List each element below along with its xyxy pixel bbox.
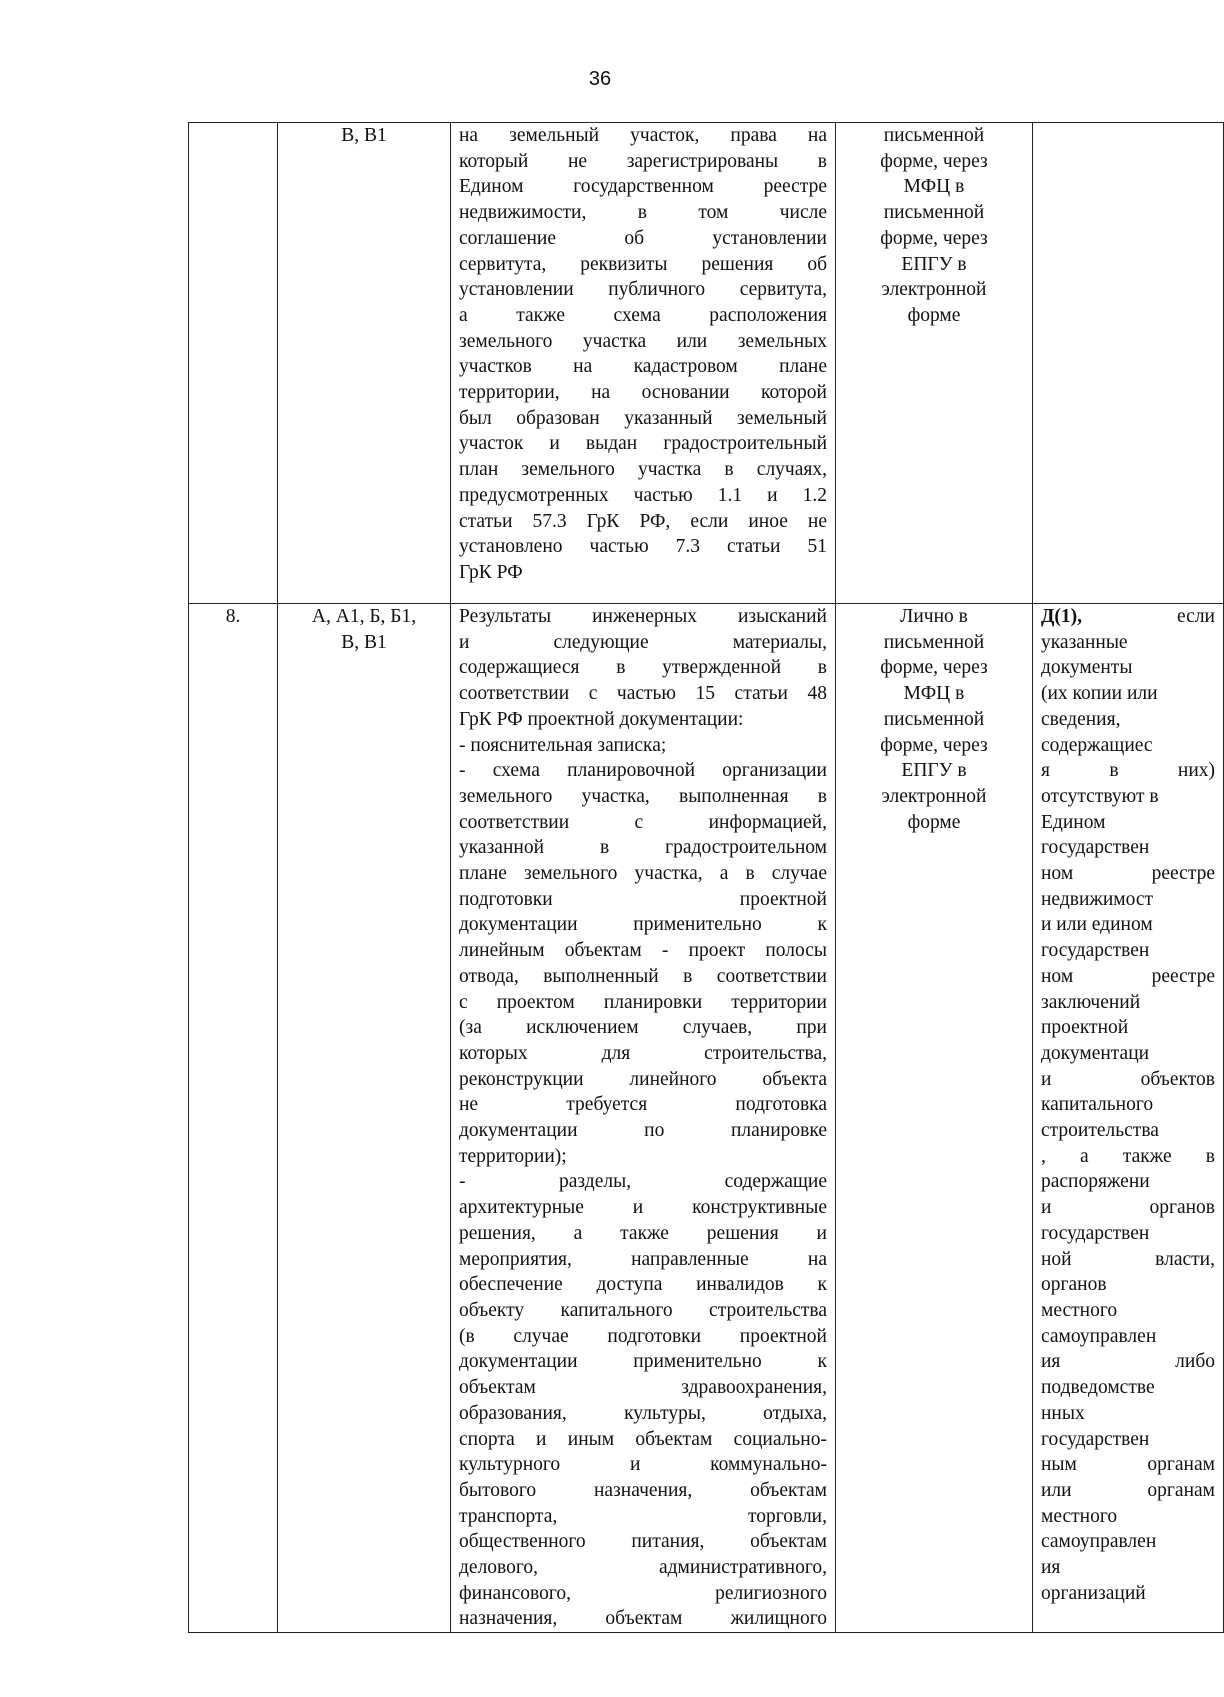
text-line: спорта и иным объектам социально- (459, 1428, 827, 1450)
text-line: решения, а также решения и (459, 1222, 827, 1244)
text-line: заключений (1041, 991, 1141, 1013)
text-line: сведения, (1041, 708, 1121, 730)
text-line: отвода, выполненный в соответствии (459, 965, 827, 987)
text-line: В, В1 (341, 125, 387, 146)
text-line: Едином (1041, 811, 1106, 833)
text-line: бытового назначения, объектам (459, 1479, 827, 1501)
text-line: организаций (1041, 1582, 1146, 1604)
text-line: письменной (883, 125, 985, 146)
text-line: ГрК РФ проектной документации: (459, 708, 744, 730)
text-line: соответствии с частью 15 статьи 48 (459, 683, 827, 705)
text-line: документации применительно к (459, 914, 827, 936)
text-line: государствен (1041, 837, 1150, 859)
submission-method-cell (836, 604, 1033, 1633)
note-cell (1033, 604, 1224, 1633)
requirements-table (188, 122, 1224, 1633)
note-code: Д(1), (1041, 606, 1083, 627)
text-line: форме (907, 304, 961, 326)
text-line: подготовки проектной (459, 888, 827, 910)
text-line: форме, через (880, 734, 988, 756)
note-first-line (1041, 604, 1215, 630)
text-line: территории, на основании которой (459, 382, 827, 404)
note-cell (1033, 123, 1224, 604)
text-line: , а также в (1041, 1145, 1215, 1167)
text-line: документации применительно к (459, 1351, 827, 1373)
text-line: - разделы, содержащие (459, 1171, 827, 1193)
note-first-text: если (1177, 606, 1215, 627)
text-line: государствен (1041, 940, 1150, 962)
text-line: указанной в градостроительном (459, 837, 827, 859)
text-line: ГрК РФ (459, 561, 523, 583)
text-line: форме, через (880, 657, 988, 679)
text-line: Едином государственном реестре (459, 176, 827, 198)
text-line: транспорта, торговли, (459, 1505, 827, 1527)
text-line: документации по планировке (459, 1120, 827, 1142)
text-line: я в них) (1041, 760, 1215, 782)
text-line: письменной (883, 631, 985, 653)
text-line: предусмотренных частью 1.1 и 1.2 (459, 484, 827, 506)
text-line: общественного питания, объектам (459, 1531, 827, 1553)
text-line: а также схема расположения (459, 304, 827, 326)
text-line: проектной (1041, 1017, 1129, 1039)
text-line: плане земельного участка, а в случае (459, 863, 827, 885)
category-cell (278, 123, 451, 604)
text-line: содержащиес (1041, 734, 1153, 756)
text-line: самоуправлен (1041, 1531, 1157, 1553)
text-line: государствен (1041, 1222, 1150, 1244)
table-row (189, 604, 1224, 1633)
text-line: МФЦ в (903, 683, 965, 705)
text-line: ном реестре (1041, 863, 1215, 885)
text-line: соглашение об установлении (459, 227, 827, 249)
row-number-cell (189, 123, 278, 604)
text-line: Результаты инженерных изысканий (459, 606, 827, 627)
text-line: МФЦ в (903, 176, 965, 198)
text-line: земельного участка или земельных (459, 330, 827, 352)
text-line: ЕПГУ в (901, 760, 967, 782)
text-line: В, В1 (341, 631, 387, 653)
text-line: распоряжени (1041, 1171, 1150, 1193)
row-number-cell (189, 604, 278, 1633)
category-cell (278, 604, 451, 1633)
text-line: линейным объектам - проект полосы (459, 940, 827, 962)
text-line: самоуправлен (1041, 1325, 1157, 1347)
text-line: строительства (1041, 1120, 1159, 1142)
text-line: ия (1041, 1557, 1061, 1579)
text-line: делового, административного, (459, 1557, 827, 1579)
text-line: капитального (1041, 1094, 1154, 1116)
text-line: участок и выдан градостроительный (459, 433, 827, 455)
text-line: культурного и коммунально- (459, 1454, 827, 1476)
text-line: и или едином (1041, 914, 1153, 936)
text-line: и органов (1041, 1197, 1215, 1219)
text-line: письменной (883, 202, 985, 224)
text-line: - схема планировочной организации (459, 760, 827, 782)
text-line: и объектов (1041, 1068, 1215, 1090)
text-line: государствен (1041, 1428, 1150, 1450)
text-line: органов (1041, 1274, 1107, 1296)
text-line: на земельный участок, права на (459, 125, 827, 146)
text-line: форме (907, 811, 961, 833)
text-line: участков на кадастровом плане (459, 356, 827, 378)
row-number: 8. (225, 606, 241, 627)
text-line: ной власти, (1041, 1248, 1215, 1270)
text-line: нных (1041, 1402, 1085, 1424)
text-line: образования, культуры, отдыха, (459, 1402, 827, 1424)
text-line: обеспечение доступа инвалидов к (459, 1274, 827, 1296)
text-line: (за исключением случаев, при (459, 1017, 827, 1039)
text-line: и следующие материалы, (459, 631, 827, 653)
text-line: или органам (1041, 1479, 1215, 1501)
text-line: ным органам (1041, 1454, 1215, 1476)
text-line: архитектурные и конструктивные (459, 1197, 827, 1219)
text-line: (их копии или (1041, 683, 1158, 705)
text-line: А, А1, Б, Б1, (311, 606, 417, 627)
description-cell (451, 123, 836, 604)
text-line: - пояснительная записка; (459, 734, 667, 756)
text-line: документы (1041, 657, 1133, 679)
page-number: 36 (588, 68, 612, 90)
table-row (189, 123, 1224, 604)
text-line: территории); (459, 1145, 567, 1167)
text-line: недвижимост (1041, 888, 1154, 910)
text-line: местного (1041, 1505, 1118, 1527)
text-line: финансового, религиозного (459, 1582, 827, 1604)
text-line: установлении публичного сервитута, (459, 279, 827, 301)
text-line: недвижимости, в том числе (459, 202, 827, 224)
text-line: указанные (1041, 631, 1128, 653)
text-line: электронной (881, 279, 987, 301)
text-line: земельного участка, выполненная в (459, 785, 827, 807)
text-line: форме, через (880, 227, 988, 249)
text-line: объектам здравоохранения, (459, 1377, 827, 1399)
text-line: объекту капитального строительства (459, 1299, 827, 1321)
text-line: мероприятия, направленные на (459, 1248, 827, 1270)
text-line: подведомстве (1041, 1377, 1155, 1399)
text-line: соответствии с информацией, (459, 811, 827, 833)
text-line: ЕПГУ в (901, 253, 967, 275)
text-line: форме, через (880, 150, 988, 172)
text-line: не требуется подготовка (459, 1094, 827, 1116)
text-line: ном реестре (1041, 965, 1215, 987)
description-cell (451, 604, 836, 1633)
text-line: документаци (1041, 1042, 1150, 1064)
text-line: электронной (881, 785, 987, 807)
text-line: ия либо (1041, 1351, 1215, 1373)
text-line: отсутствуют в (1041, 785, 1159, 807)
text-line: местного (1041, 1299, 1118, 1321)
text-line: план земельного участка в случаях, (459, 459, 827, 481)
text-line: которых для строительства, (459, 1042, 827, 1064)
text-line: (в случае подготовки проектной (459, 1325, 827, 1347)
text-line: содержащиеся в утвержденной в (459, 657, 827, 679)
text-line: статьи 57.3 ГрК РФ, если иное не (459, 510, 827, 532)
text-line: сервитута, реквизиты решения об (459, 253, 827, 275)
text-line: письменной (883, 708, 985, 730)
text-line: установлено частью 7.3 статьи 51 (459, 536, 827, 558)
text-line: который не зарегистрированы в (459, 150, 827, 172)
submission-method-cell (836, 123, 1033, 604)
text-line: с проектом планировки территории (459, 991, 827, 1013)
text-line: реконструкции линейного объекта (459, 1068, 827, 1090)
text-line: Лично в (900, 606, 968, 627)
text-line: был образован указанный земельный (459, 407, 827, 429)
text-line: назначения, объектам жилищного (459, 1608, 827, 1630)
